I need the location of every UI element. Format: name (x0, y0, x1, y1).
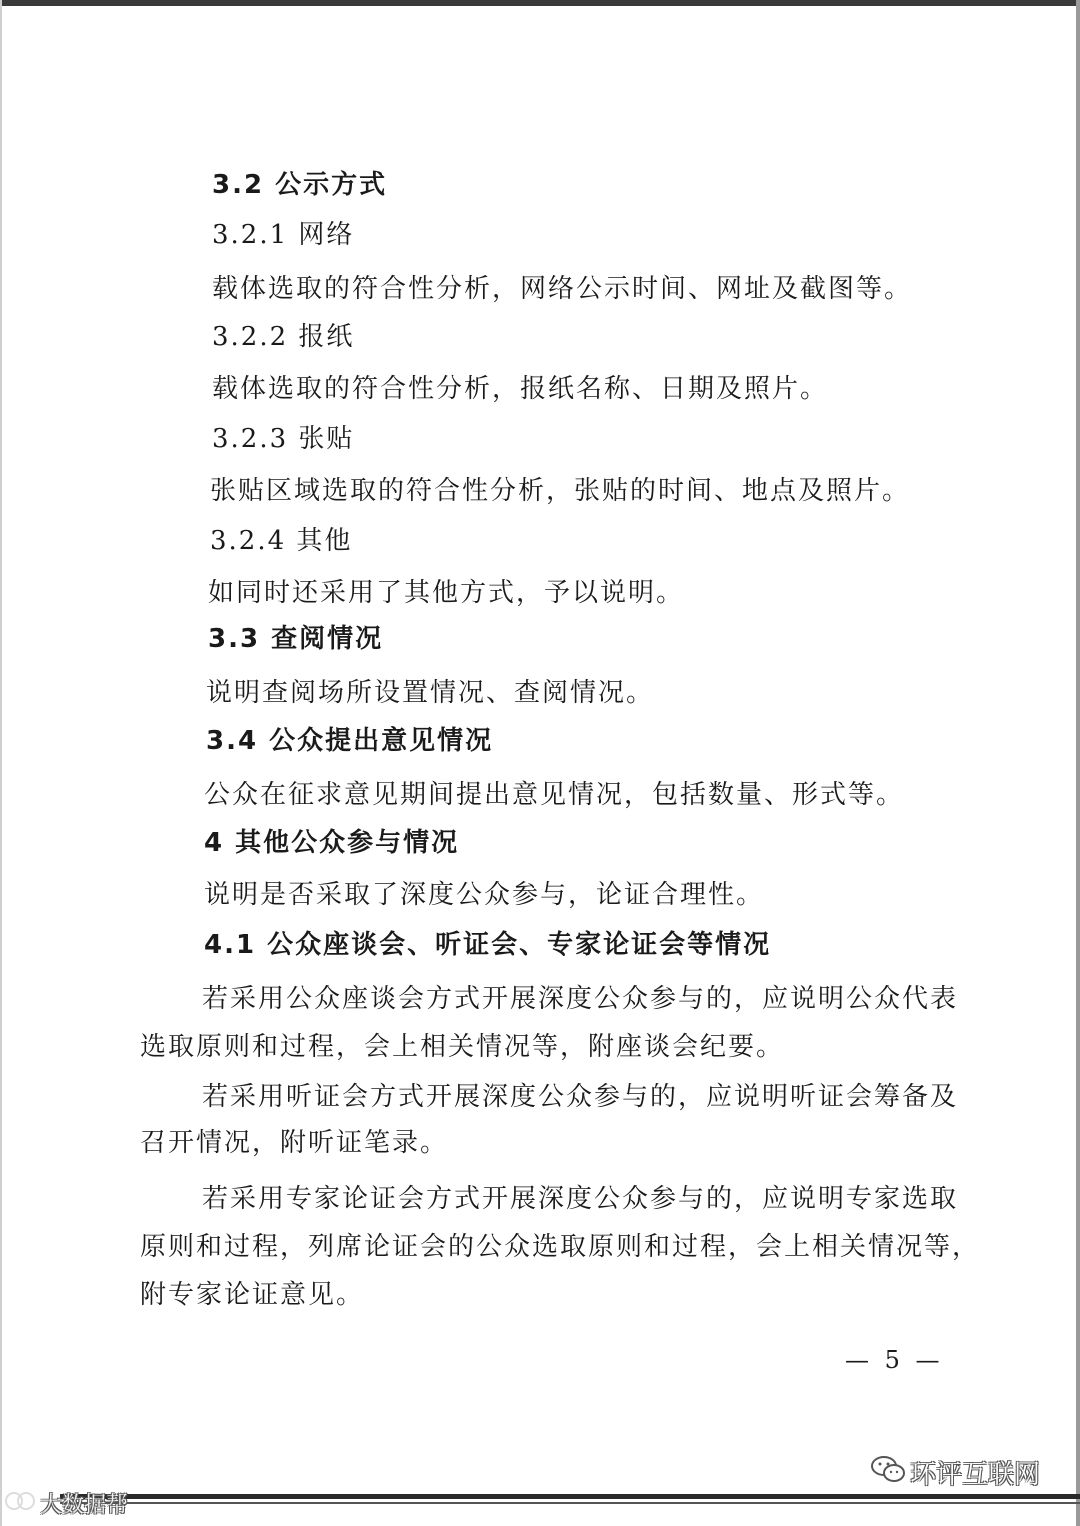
paragraph: 原则和过程，列席论证会的公众选取原则和过程，会上相关情况等， (140, 1232, 981, 1262)
heading-4: 4 其他公众参与情况 (204, 828, 460, 858)
scan-edge-left (0, 0, 2, 1526)
scan-edge-right (1076, 0, 1080, 1526)
paragraph: 说明是否采取了深度公众参与，论证合理性。 (204, 880, 765, 910)
watermark-text-left: 大数据帮 (40, 1493, 129, 1518)
page-number: — 5 — (845, 1346, 944, 1374)
wechat-icon (870, 1454, 906, 1484)
paragraph: 载体选取的符合性分析，网络公示时间、网址及截图等。 (212, 274, 913, 304)
heading-3-2-2: 3.2.2 报纸 (212, 322, 355, 352)
heading-3-3: 3.3 查阅情况 (208, 624, 384, 654)
paragraph: 若采用专家论证会方式开展深度公众参与的，应说明专家选取 (202, 1184, 959, 1214)
paragraph: 张贴区域选取的符合性分析，张贴的时间、地点及照片。 (210, 476, 911, 506)
paragraph: 公众在征求意见期间提出意见情况，包括数量、形式等。 (204, 780, 905, 810)
heading-3-2-4: 3.2.4 其他 (210, 526, 353, 556)
paragraph: 载体选取的符合性分析，报纸名称、日期及照片。 (212, 374, 829, 404)
scan-edge-top (0, 0, 1080, 6)
paragraph: 选取原则和过程，会上相关情况等，附座谈会纪要。 (140, 1032, 785, 1062)
watermark-logo-icon (2, 1486, 38, 1516)
heading-3-2-3: 3.2.3 张贴 (212, 424, 355, 454)
paragraph: 说明查阅场所设置情况、查阅情况。 (206, 678, 655, 708)
paragraph: 召开情况，附听证笔录。 (140, 1128, 449, 1158)
page-bottom-rule (60, 1494, 1080, 1499)
heading-4-1: 4.1 公众座谈会、听证会、专家论证会等情况 (204, 930, 772, 960)
paragraph: 若采用听证会方式开展深度公众参与的，应说明听证会筹备及 (202, 1082, 959, 1112)
paragraph: 若采用公众座谈会方式开展深度公众参与的，应说明公众代表 (202, 984, 959, 1014)
paragraph: 附专家论证意见。 (140, 1280, 365, 1310)
heading-3-2: 3.2 公示方式 (212, 170, 388, 200)
heading-3-4: 3.4 公众提出意见情况 (206, 726, 494, 756)
paragraph: 如同时还采用了其他方式，予以说明。 (208, 578, 685, 608)
heading-3-2-1: 3.2.1 网络 (212, 220, 355, 250)
watermark-text: 环评互联网 (910, 1460, 1041, 1490)
page-bottom-rule-thin (60, 1502, 1080, 1504)
